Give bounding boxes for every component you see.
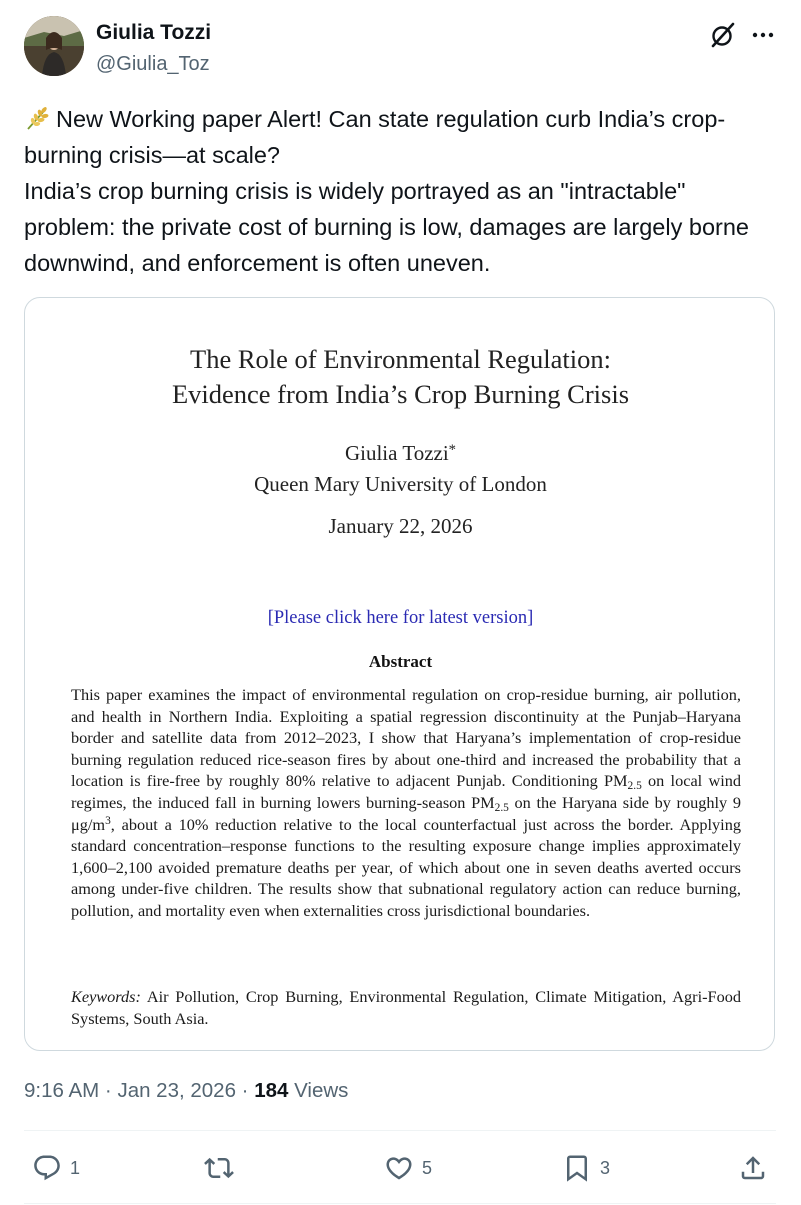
avatar[interactable] bbox=[24, 16, 84, 76]
paper-author-block bbox=[25, 438, 775, 500]
repost-button[interactable] bbox=[204, 1148, 242, 1188]
abstract-text bbox=[71, 684, 741, 922]
keywords-list: Air Pollution, Crop Burning, Environmental Regulation, Climate Mitigation, Agri-Food Systems, South Asia. bbox=[71, 987, 741, 1028]
m3-superscript: 3 bbox=[105, 814, 111, 827]
reply-icon bbox=[32, 1153, 62, 1183]
abstract-part-3: on the Haryana side by roughly 9 μg/m bbox=[71, 792, 741, 834]
latest-version-link[interactable]: [Please click here for latest version] bbox=[267, 608, 534, 628]
tweet-line-1-text: New Working paper Alert! Can state regulation curb India’s crop-burning crisis—at scale? bbox=[24, 106, 726, 168]
pm-subscript: 2.5 bbox=[494, 801, 509, 814]
avatar-photo bbox=[24, 16, 84, 76]
wheat-emoji-icon bbox=[24, 105, 50, 131]
views-count: 184 bbox=[254, 1079, 289, 1102]
bookmark-button[interactable] bbox=[562, 1148, 610, 1188]
bookmark-count: 3 bbox=[600, 1157, 611, 1178]
paper-title-line-2: Evidence from India’s Crop Burning Crisis bbox=[171, 379, 630, 409]
views-label: Views bbox=[288, 1079, 349, 1102]
abstract-heading: Abstract bbox=[368, 652, 433, 671]
paper-author-name: Giulia Tozzi bbox=[344, 441, 449, 465]
like-button[interactable] bbox=[384, 1148, 432, 1188]
repost-icon bbox=[204, 1153, 234, 1183]
meta-separator: · bbox=[235, 1079, 255, 1102]
paper-image-card[interactable] bbox=[24, 297, 775, 1051]
abstract-part-2: on local wind regimes, the induced fall in burning lowers burning-season PM bbox=[71, 771, 742, 812]
author-name[interactable]: Giulia Tozzi bbox=[96, 21, 212, 44]
share-button[interactable] bbox=[738, 1148, 768, 1188]
paper-author bbox=[25, 438, 775, 469]
tweet-date[interactable]: Jan 23, 2026 bbox=[117, 1079, 236, 1102]
reply-count: 1 bbox=[70, 1157, 81, 1178]
bookmark-icon bbox=[562, 1153, 592, 1183]
reply-button[interactable] bbox=[32, 1148, 80, 1188]
tweet-actions bbox=[24, 1148, 776, 1188]
tweet-meta bbox=[24, 1079, 348, 1103]
paper-author-mark: * bbox=[448, 442, 457, 458]
keywords bbox=[71, 986, 741, 1029]
pm-subscript: 2.5 bbox=[627, 780, 642, 793]
divider-bottom bbox=[24, 1203, 776, 1204]
paper-affiliation: Queen Mary University of London bbox=[254, 472, 547, 496]
meta-separator: · bbox=[99, 1079, 118, 1102]
tweet-time[interactable]: 9:16 AM bbox=[24, 1079, 100, 1102]
abstract-part-4: , about a 10% reduction relative to the local counterfactual just across the border. Applying standard concentration–response functions to the resulting exposure change implies approximately 1,600–2,100 avoided premature deaths per year, of which about one in seven deaths averted occurs among under-five children. The results show that subnational regulatory action can reduce burning, pollution, and mortality even when externalities cross jurisdictional boundaries. bbox=[71, 814, 741, 920]
abstract-part-1: This paper examines the impact of environmental regulation on crop-residue burning, air pollution, and health in Northern India. Exploiting a spatial regression discontinuity at the Punjab–Haryana border and satellite data from 2012–2023, I show that Haryana’s implementation of crop-residue burning regulation reduced rice-season fires by about one-third and increased the probability that a location is fire-free by roughly 80% relative to adjacent Punjab. Conditioning PM bbox=[71, 685, 741, 791]
tweet-line-2: India’s crop burning crisis is widely portrayed as an "intractable" problem: the private cost of burning is low, damages are largely borne downwind, and enforcement is often uneven. bbox=[24, 178, 749, 276]
more-icon[interactable] bbox=[748, 20, 778, 50]
grok-icon[interactable] bbox=[708, 20, 738, 50]
tweet-text bbox=[24, 101, 776, 281]
paper-title bbox=[25, 342, 775, 412]
paper-title-line-1: The Role of Environmental Regulation: bbox=[190, 344, 611, 374]
heart-icon bbox=[384, 1153, 414, 1183]
author-handle[interactable]: @Giulia_Toz bbox=[96, 53, 210, 75]
paper-page bbox=[25, 298, 775, 1051]
divider-top bbox=[24, 1130, 776, 1131]
like-count: 5 bbox=[422, 1157, 433, 1178]
tweet-line-1 bbox=[24, 101, 776, 173]
share-icon bbox=[738, 1153, 768, 1183]
paper-date: January 22, 2026 bbox=[328, 514, 473, 538]
keywords-label: Keywords: bbox=[71, 987, 141, 1006]
